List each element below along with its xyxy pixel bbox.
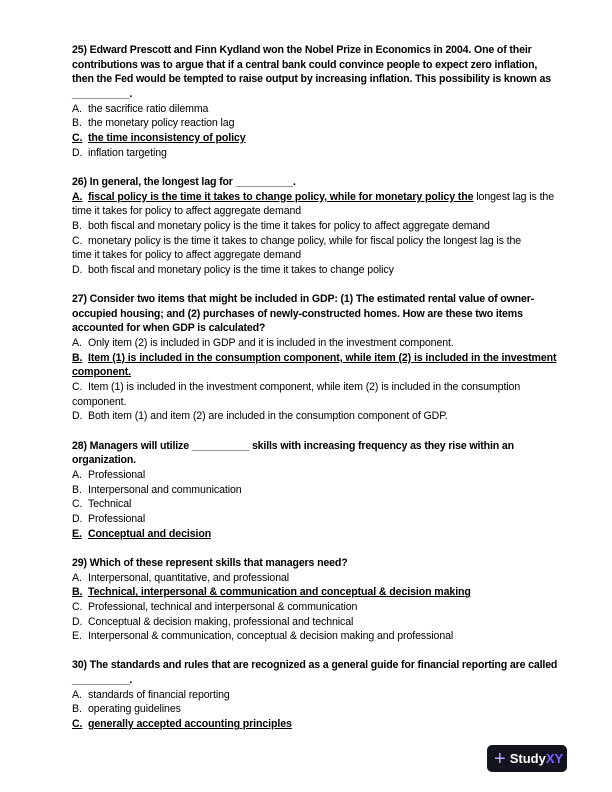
option-line — [72, 409, 572, 424]
option-line — [72, 497, 572, 512]
question-text: organization. — [72, 454, 136, 467]
option-line — [72, 380, 572, 395]
option-text: Professional — [88, 512, 146, 525]
option-letter: C. — [72, 131, 83, 144]
answer-option-correct — [72, 351, 572, 380]
option-text: the time inconsistency of policy — [88, 131, 246, 144]
option-letter: C. — [72, 234, 83, 247]
option-letter: B. — [72, 483, 82, 496]
option-text: generally accepted accounting principles — [88, 718, 292, 731]
option-text: the monetary policy reaction lag — [88, 117, 235, 130]
option-letter: E. — [72, 527, 82, 540]
answer-option — [72, 336, 572, 351]
option-letter: C. — [72, 718, 83, 731]
option-text: Professional, technical and interpersonal & communication — [88, 600, 358, 613]
option-letter: D. — [72, 410, 83, 423]
option-text: Technical, interpersonal & communication and conceptual & decision making — [88, 586, 471, 599]
option-text: Interpersonal and communication — [88, 483, 242, 496]
document-body — [72, 43, 572, 746]
option-text: Only item (2) is included in GDP and it is included in the investment component. — [88, 337, 454, 350]
studyxy-logo — [487, 745, 567, 772]
option-text: component. — [72, 366, 132, 379]
answer-option — [72, 468, 572, 483]
option-letter: D. — [72, 615, 83, 628]
answer-option — [72, 263, 572, 278]
option-text-highlighted: fiscal policy is the time it takes to change policy, while for monetary policy the — [88, 190, 474, 203]
answer-option — [72, 600, 572, 615]
answer-option — [72, 629, 572, 644]
question-text: __________. — [72, 674, 133, 687]
question-block — [72, 658, 572, 731]
option-line — [72, 102, 572, 117]
answer-option — [72, 102, 572, 117]
question-text: occupied housing; and (2) purchases of newly-constructed homes. How are these two items — [72, 307, 523, 320]
answer-option — [72, 571, 572, 586]
option-line — [72, 571, 572, 586]
option-line — [72, 116, 572, 131]
option-text: monetary policy is the time it takes to change policy, while for fiscal policy the longest lag is the — [88, 234, 522, 247]
answer-option — [72, 190, 572, 219]
option-line — [72, 395, 572, 410]
answer-option — [72, 702, 572, 717]
question-text: __________. — [72, 87, 133, 100]
option-letter: D. — [72, 263, 83, 276]
option-line — [72, 527, 572, 542]
option-text: both fiscal and monetary policy is the time it takes to change policy — [88, 263, 394, 276]
question-block — [72, 175, 572, 278]
option-text: Both item (1) and item (2) are included in the consumption component of GDP. — [88, 410, 448, 423]
option-line — [72, 512, 572, 527]
option-line — [72, 615, 572, 630]
option-text: Conceptual & decision making, professional and technical — [88, 615, 354, 628]
option-text: longest lag is the — [473, 190, 555, 203]
answer-option — [72, 409, 572, 424]
option-letter: A. — [72, 571, 82, 584]
option-text: Interpersonal, quantitative, and professional — [88, 571, 290, 584]
option-letter: B. — [72, 219, 82, 232]
question-text: 28) Managers will utilize __________ skills with increasing frequency as they rise within an — [72, 439, 514, 452]
answer-option — [72, 688, 572, 703]
option-text: Interpersonal & communication, conceptual & decision making and professional — [88, 630, 454, 643]
option-letter: B. — [72, 351, 83, 364]
option-letter: C. — [72, 498, 83, 511]
option-line — [72, 336, 572, 351]
answer-option — [72, 512, 572, 527]
option-letter: A. — [72, 337, 82, 350]
logo-text-xy: XY — [545, 751, 564, 766]
answer-option — [72, 116, 572, 131]
option-text: time it takes for policy to affect aggregate demand — [72, 205, 302, 218]
option-letter: E. — [72, 630, 82, 643]
option-text: operating guidelines — [88, 703, 181, 716]
question-text: contributions was to argue that if a central bank could convince people to expect zero inflation, — [72, 58, 538, 71]
option-text: Professional — [88, 468, 146, 481]
option-text: Item (1) is included in the investment component, while item (2) is included in the consumption — [88, 381, 521, 394]
option-line — [72, 190, 572, 205]
question-text: 29) Which of these represent skills that managers need? — [72, 556, 348, 569]
question-text: 26) In general, the longest lag for __________. — [72, 175, 296, 188]
option-line — [72, 365, 572, 380]
question-text: accounted for when GDP is calculated? — [72, 322, 266, 335]
answer-option — [72, 234, 572, 263]
option-line — [72, 688, 572, 703]
question-block — [72, 556, 572, 644]
option-line — [72, 483, 572, 498]
option-text: component. — [72, 395, 127, 408]
question-text: 30) The standards and rules that are recognized as a general guide for financial reporting are called — [72, 659, 558, 672]
question-text: 27) Consider two items that might be included in GDP: (1) The estimated rental value of owner- — [72, 293, 535, 306]
option-line — [72, 263, 572, 278]
answer-option — [72, 380, 572, 409]
option-text: standards of financial reporting — [88, 688, 230, 701]
answer-option — [72, 146, 572, 161]
option-text: Item (1) is included in the consumption component, while item (2) is included in the investment — [88, 351, 557, 364]
option-line — [72, 702, 572, 717]
answer-option-correct — [72, 585, 572, 600]
question-block — [72, 439, 572, 542]
answer-option — [72, 219, 572, 234]
option-text: inflation targeting — [88, 146, 167, 159]
option-text: Technical — [88, 498, 132, 511]
option-text: time it takes for policy to affect aggregate demand — [72, 249, 302, 262]
option-text: the sacrifice ratio dilemma — [88, 102, 209, 115]
answer-option — [72, 615, 572, 630]
option-line — [72, 717, 572, 732]
option-letter: B. — [72, 117, 82, 130]
option-line — [72, 131, 572, 146]
option-letter: C. — [72, 600, 83, 613]
option-letter: D. — [72, 146, 83, 159]
option-letter: B. — [72, 586, 83, 599]
answer-option — [72, 483, 572, 498]
option-line — [72, 585, 572, 600]
question-block — [72, 43, 572, 160]
option-line — [72, 146, 572, 161]
logo-text-study: Study — [509, 751, 546, 766]
option-text: Conceptual and decision — [88, 527, 212, 540]
option-line — [72, 219, 572, 234]
option-letter: B. — [72, 703, 82, 716]
option-line — [72, 629, 572, 644]
question-text: 25) Edward Prescott and Finn Kydland won the Nobel Prize in Economics in 2004. One of their — [72, 44, 532, 56]
answer-option-correct — [72, 131, 572, 146]
option-letter: A. — [72, 190, 83, 203]
option-line — [72, 234, 572, 249]
option-letter: D. — [72, 512, 83, 525]
question-block — [72, 292, 572, 424]
option-line — [72, 248, 572, 263]
plus-icon: + — [494, 747, 506, 770]
option-line — [72, 351, 572, 366]
option-line — [72, 600, 572, 615]
option-letter: A. — [72, 468, 82, 481]
option-letter: A. — [72, 102, 82, 115]
question-text: then the Fed would be tempted to raise output by increasing inflation. This possibility is known as — [72, 73, 551, 86]
option-letter: A. — [72, 688, 82, 701]
option-line — [72, 468, 572, 483]
option-letter: C. — [72, 381, 83, 394]
option-text: both fiscal and monetary policy is the time it takes for policy to affect aggregate demand — [88, 219, 490, 232]
answer-option — [72, 497, 572, 512]
answer-option-correct — [72, 717, 572, 732]
option-line — [72, 204, 572, 219]
answer-option-correct — [72, 527, 572, 542]
